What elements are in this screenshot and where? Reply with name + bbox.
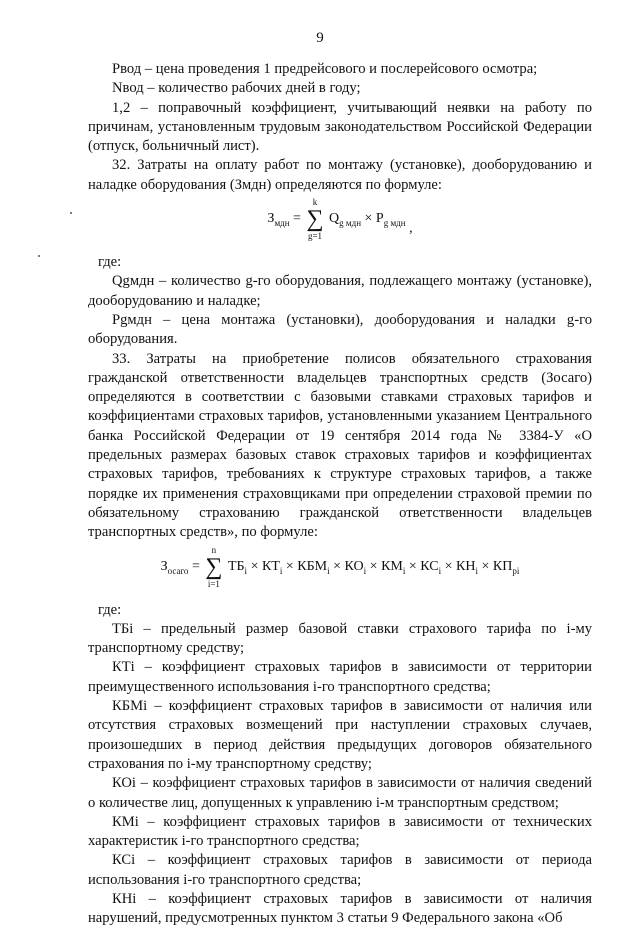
paragraph-kbm: КБМi – коэффициент страховых тарифов в зависимости от наличия или отсутствия страховых возмещений при наступлении страховых случаев, произошедших в период действия предыдущих договоров обязательного страхования по i-му транспортному средству; <box>88 698 592 772</box>
paragraph-ks: КСi – коэффициент страховых тарифов в зависимости от периода использования i-го транспортного средства; <box>88 852 592 888</box>
formula-osago-eq: = <box>191 558 200 574</box>
sum-sign-icon: ∑ <box>205 553 223 580</box>
paragraph-p-vod: Pвод – цена проведения 1 предрейсового и послерейсового осмотра; <box>112 61 538 77</box>
term-kbm: $КБМ_i$ <box>297 558 330 576</box>
formula-mdn-sum <box>306 197 323 241</box>
term-tb: $ТБ_i$ <box>227 558 248 576</box>
paragraph-tb: ТБi – предельный размер базовой ставки страхового тарифа по i-му транспортному средству; <box>88 620 592 657</box>
times-sign: × <box>369 558 378 574</box>
term-kn: $КН_i$ <box>456 558 478 576</box>
formula-mdn-lhs: $З_{мдн}$ <box>267 211 290 229</box>
times-sign: × <box>408 558 417 574</box>
paragraph-kt: КТi – коэффициент страховых тарифов в зависимости от территории преимущественного использования i-го транспортного средства; <box>88 659 592 695</box>
label-where-2: где: <box>98 601 122 618</box>
times-sign: × <box>333 558 342 574</box>
paragraph-33: 33. Затраты на приобретение полисов обязательного страхования гражданской ответственности владельцев транспортных средств (Зосаго) определяются в соответствии с базовыми ставками страховых тарифов и коэффициентами страховых тарифов, установленными указанием Центрального банка Российской Федерации от 19 сентября 2014 года № 3384-У «О предельных размерах базовых ставок страховых тарифов и коэффициентах страховых тарифов, требованиях к структуре страховых тарифов, а также порядке их применения страховщиками при определении страховой премии по обязательному страхованию гражданской ответственности владельцев транспортных средств», по формуле: <box>88 350 592 541</box>
times-sign: × <box>250 558 259 574</box>
times-sign: × <box>481 558 490 574</box>
formula-mdn-p: $P_{g мдн}$ <box>375 211 406 229</box>
formula-mdn-q: $Q_{g мдн}$ <box>329 211 362 229</box>
term-kp: $КП_{pi}$ <box>492 558 520 576</box>
paragraph-n-vod: Nвод – количество рабочих дней в году; <box>112 80 361 97</box>
paragraph-kn: КНi – коэффициент страховых тарифов в зависимости от наличия нарушений, предусмотренных пунктом 3 статьи 9 Федерального закона «Об <box>88 890 592 927</box>
formula-mdn-comma: , <box>409 221 413 237</box>
term-ko: $КО_i$ <box>344 558 367 576</box>
formula-mdn <box>88 197 592 249</box>
sum-sign-icon: ∑ <box>306 206 324 233</box>
term-kt: $КТ_i$ <box>261 558 283 576</box>
paragraph-p-gmdn: Pgмдн – цена монтажа (установки), дооборудования и наладки g-го оборудования. <box>88 311 592 348</box>
paragraph-q-gmdn: Qgмдн – количество g-го оборудования, подлежащего монтажу (установке), дооборудованию и наладке; <box>88 273 592 309</box>
paragraph-coefficient: 1,2 – поправочный коэффициент, учитывающий неявки на работу по причинам, установленным трудовым законодательством Российской Федерации (отпуск, больничный лист). <box>88 99 592 155</box>
sum-upper-limit: n <box>211 544 217 555</box>
formula-osago-sum <box>205 545 222 589</box>
term-km: $КМ_i$ <box>381 558 406 576</box>
times-sign: × <box>285 558 294 574</box>
scan-speck <box>70 212 72 214</box>
sum-upper-limit: k <box>312 197 318 208</box>
formula-osago-lhs: $З_{осаго}$ <box>160 558 189 576</box>
paragraph-ko: КОi – коэффициент страховых тарифов в зависимости от наличия сведений о количестве лиц, допущенных к управлению i-м транспортным средством; <box>88 775 592 811</box>
term-ks: $КС_i$ <box>420 558 442 576</box>
formula-osago <box>88 545 592 597</box>
page-number: 9 <box>316 30 324 46</box>
paragraph-km: КМi – коэффициент страховых тарифов в зависимости от технических характеристик i-го транспортного средства; <box>88 813 592 850</box>
paragraph-32: 32. Затраты на оплату работ по монтажу (установке), дооборудованию и наладке оборудования (Змдн) определяются по формуле: <box>88 157 592 193</box>
scan-speck <box>38 255 40 257</box>
sum-lower-limit: g=1 <box>307 231 323 242</box>
times-sign: × <box>444 558 453 574</box>
formula-mdn-times: × <box>364 211 373 227</box>
label-where-1: где: <box>98 254 122 271</box>
formula-mdn-eq: = <box>293 211 301 227</box>
document-body <box>88 60 592 929</box>
sum-lower-limit: i=1 <box>207 578 220 589</box>
